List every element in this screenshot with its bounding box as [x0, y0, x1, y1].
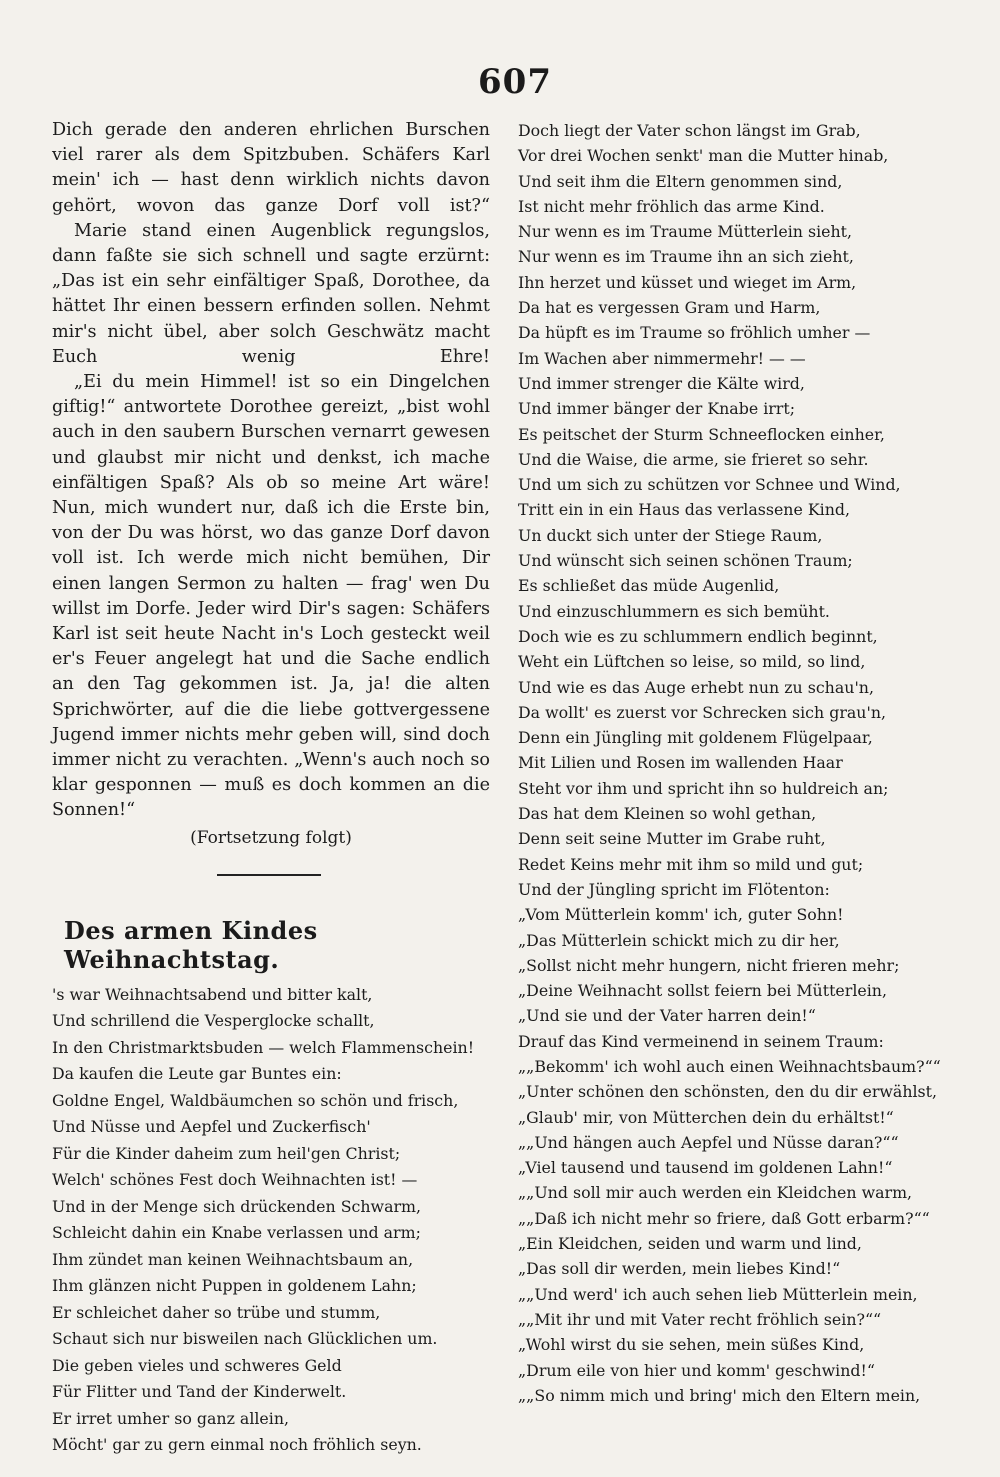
poem-line: Un duckt sich unter der Stiege Raum, [518, 525, 823, 545]
poem-line: „Sollst nicht mehr hungern, nicht frieren mehr; [518, 955, 900, 975]
poem-line: Und in der Menge sich drückenden Schwarm, [52, 1196, 422, 1216]
poem-line: „Das soll dir werden, mein liebes Kind!“ [518, 1259, 841, 1279]
page-number: 607 [478, 62, 552, 102]
poem-line: Das hat dem Kleinen so wohl gethan, [518, 804, 817, 824]
poem-line: Redet Keins mehr mit ihm so mild und gut; [518, 854, 864, 874]
section-divider [217, 874, 321, 876]
poem-line: Nur wenn es im Traume ihn an sich zieht, [518, 247, 854, 267]
poem-stanza-left [52, 982, 490, 1459]
continuation-note: (Fortsetzung folgt) [190, 827, 352, 848]
poem-line: Und wie es das Auge erhebt nun zu schau'n, [518, 677, 874, 697]
poem-line: Denn ein Jüngling mit goldenem Flügelpaar, [518, 728, 873, 748]
poem-line: Goldne Engel, Waldbäumchen so schön und frisch, [52, 1090, 459, 1110]
poem-line: Da hat es vergessen Gram und Harm, [518, 298, 821, 318]
poem-line: Und Nüsse und Aepfel und Zuckerfisch' [52, 1117, 371, 1137]
poem-line: „„Bekomm' ich wohl auch einen Weihnachtsbaum?““ [518, 1056, 941, 1076]
poem-line: „„Und soll mir auch werden ein Kleidchen warm, [518, 1183, 913, 1203]
poem-line: Schleicht dahin ein Knabe verlassen und arm; [52, 1223, 421, 1243]
poem-stanza-right [518, 118, 958, 1408]
poem-line: Drauf das Kind vermeinend in seinem Traum: [518, 1031, 884, 1051]
poem-line: „Unter schönen den schönsten, den du dir erwählst, [518, 1082, 938, 1102]
story-continuation [52, 118, 490, 824]
poem-line: Da kaufen die Leute gar Buntes ein: [52, 1064, 342, 1084]
poem-line: Die geben vieles und schweres Geld [52, 1355, 342, 1375]
poem-line: Mit Lilien und Rosen im wallenden Haar [518, 753, 843, 773]
right-column [518, 118, 958, 1408]
poem-line: „Viel tausend und tausend im goldenen Lahn!“ [518, 1158, 893, 1178]
poem-line: Nur wenn es im Traume Mütterlein sieht, [518, 222, 853, 242]
poem-line: Und um sich zu schützen vor Schnee und Wind, [518, 475, 901, 495]
poem-line: Vor drei Wochen senkt' man die Mutter hinab, [518, 146, 889, 166]
poem-line: Ihm zündet man keinen Weihnachtsbaum an, [52, 1249, 414, 1269]
poem-line: Steht vor ihm und spricht ihn so huldreich an; [518, 778, 889, 798]
poem-line: „Glaub' mir, von Mütterchen dein du erhältst!“ [518, 1107, 894, 1127]
poem-line: Ist nicht mehr fröhlich das arme Kind. [518, 196, 825, 216]
poem-line: Und der Jüngling spricht im Flötenton: [518, 879, 830, 899]
poem-line: Schaut sich nur bisweilen nach Glücklichen um. [52, 1329, 438, 1349]
poem-line: „Wohl wirst du sie sehen, mein süßes Kind, [518, 1335, 865, 1355]
story-paragraph: Marie stand einen Augenblick regungslos, dann faßte sie sich schnell und sagte erzürnt: „Das ist ein sehr einfältiger Spaß, Dorothee, da hättet Ihr einen bessern erfinden sollen. Nehmt mir's nicht übel, aber solch Geschwätz macht Euch wenig Ehre! [52, 220, 490, 367]
poem-line: Ihm glänzen nicht Puppen in goldenem Lahn; [52, 1276, 417, 1296]
poem-line: „„Daß ich nicht mehr so friere, daß Gott erbarm?““ [518, 1208, 930, 1228]
story-paragraph: „Ei du mein Himmel! ist so ein Dingelchen giftig!“ antwortete Dorothee gereizt, „bist wohl auch in den saubern Burschen vernarrt gewesen und glaubst mir nicht und denkst, ich mache einfältigen Spaß? Als ob so meine Art wäre! Nun, mich wundert nur, daß ich die Erste bin, von der Du was hörst, wo das ganze Dorf davon voll ist. Ich werde mich nicht bemühen, Dir einen langen Sermon zu halten — frag' wen Du willst im Dorfe. Jeder wird Dir's sagen: Schäfers Karl ist seit heute Nacht in's Loch gesteckt weil er's Feuer angelegt hat und die Sache endlich an den Tag gekommen ist. Ja, ja! die alten Sprichwörter, auf die die liebe gottvergessene Jugend immer nichts mehr geben will, sind doch immer nicht zu verachten. „Wenn's auch noch so klar gesponnen — muß es doch kommen an die Sonnen!“ [52, 372, 490, 821]
poem-line: „„Und hängen auch Aepfel und Nüsse daran?““ [518, 1132, 899, 1152]
poem-line: Weht ein Lüftchen so leise, so mild, so lind, [518, 652, 866, 672]
poem-line: Und schrillend die Vesperglocke schallt, [52, 1011, 375, 1031]
poem-line: Da wollt' es zuerst vor Schrecken sich grau'n, [518, 702, 887, 722]
poem-line: Denn seit seine Mutter im Grabe ruht, [518, 829, 826, 849]
poem-line: „„Und werd' ich auch sehen lieb Mütterlein mein, [518, 1284, 918, 1304]
poem-line: Welch' schönes Fest doch Weihnachten ist! — [52, 1170, 418, 1190]
poem-line: In den Christmarktsbuden — welch Flammenschein! [52, 1037, 475, 1057]
poem-line: 's war Weihnachtsabend und bitter kalt, [52, 984, 373, 1004]
poem-line: Und einzuschlummern es sich bemüht. [518, 601, 830, 621]
poem-line: Möcht' gar zu gern einmal noch fröhlich seyn. [52, 1435, 422, 1455]
poem-line: „„So nimm mich und bring' mich den Eltern mein, [518, 1385, 921, 1405]
poem-line: Und die Waise, die arme, sie frieret so sehr. [518, 449, 869, 469]
poem-line: „Deine Weihnacht sollst feiern bei Mütterlein, [518, 981, 887, 1001]
poem-line: Und wünscht sich seinen schönen Traum; [518, 551, 853, 571]
poem-line: „Das Mütterlein schickt mich zu dir her, [518, 930, 840, 950]
poem-line: Er irret umher so ganz allein, [52, 1408, 290, 1428]
poem-line: „Und sie und der Vater harren dein!“ [518, 1006, 816, 1026]
poem-line: Und seit ihm die Eltern genommen sind, [518, 171, 843, 191]
poem-line: Und immer bänger der Knabe irrt; [518, 399, 796, 419]
poem-line: Es schließet das müde Augenlid, [518, 576, 780, 596]
poem-line: Tritt ein in ein Haus das verlassene Kind, [518, 500, 851, 520]
poem-line: Doch liegt der Vater schon längst im Grab, [518, 121, 861, 140]
poem-line: Da hüpft es im Traume so fröhlich umher — [518, 323, 871, 343]
poem-line: Für Flitter und Tand der Kinderwelt. [52, 1382, 347, 1402]
poem-line: Ihn herzet und küsset und wieget im Arm, [518, 272, 857, 292]
poem-line: „Drum eile von hier und komm' geschwind!“ [518, 1360, 875, 1380]
story-paragraph: Dich gerade den anderen ehrlichen Burschen viel rarer als dem Spitzbuben. Schäfers Karl mein' ich — hast denn wirklich nichts davon gehört, wovon das ganze Dorf voll ist?“ [52, 120, 490, 216]
poem-line: „Ein Kleidchen, seiden und warm und lind, [518, 1234, 862, 1254]
poem-line: Doch wie es zu schlummern endlich beginnt, [518, 626, 878, 646]
poem-line: „Vom Mütterlein komm' ich, guter Sohn! [518, 905, 844, 925]
poem-line: Es peitschet der Sturm Schneeflocken einher, [518, 424, 885, 444]
poem-line: Für die Kinder daheim zum heil'gen Christ; [52, 1143, 401, 1163]
left-column [52, 118, 490, 1459]
poem-line: Er schleichet daher so trübe und stumm, [52, 1302, 381, 1322]
poem-title: Des armen Kindes Weihnachtstag. [64, 915, 318, 974]
poem-line: Und immer strenger die Kälte wird, [518, 373, 805, 393]
poem-line: Im Wachen aber nimmermehr! — — [518, 348, 806, 368]
poem-line: „„Mit ihr und mit Vater recht fröhlich sein?““ [518, 1309, 882, 1329]
